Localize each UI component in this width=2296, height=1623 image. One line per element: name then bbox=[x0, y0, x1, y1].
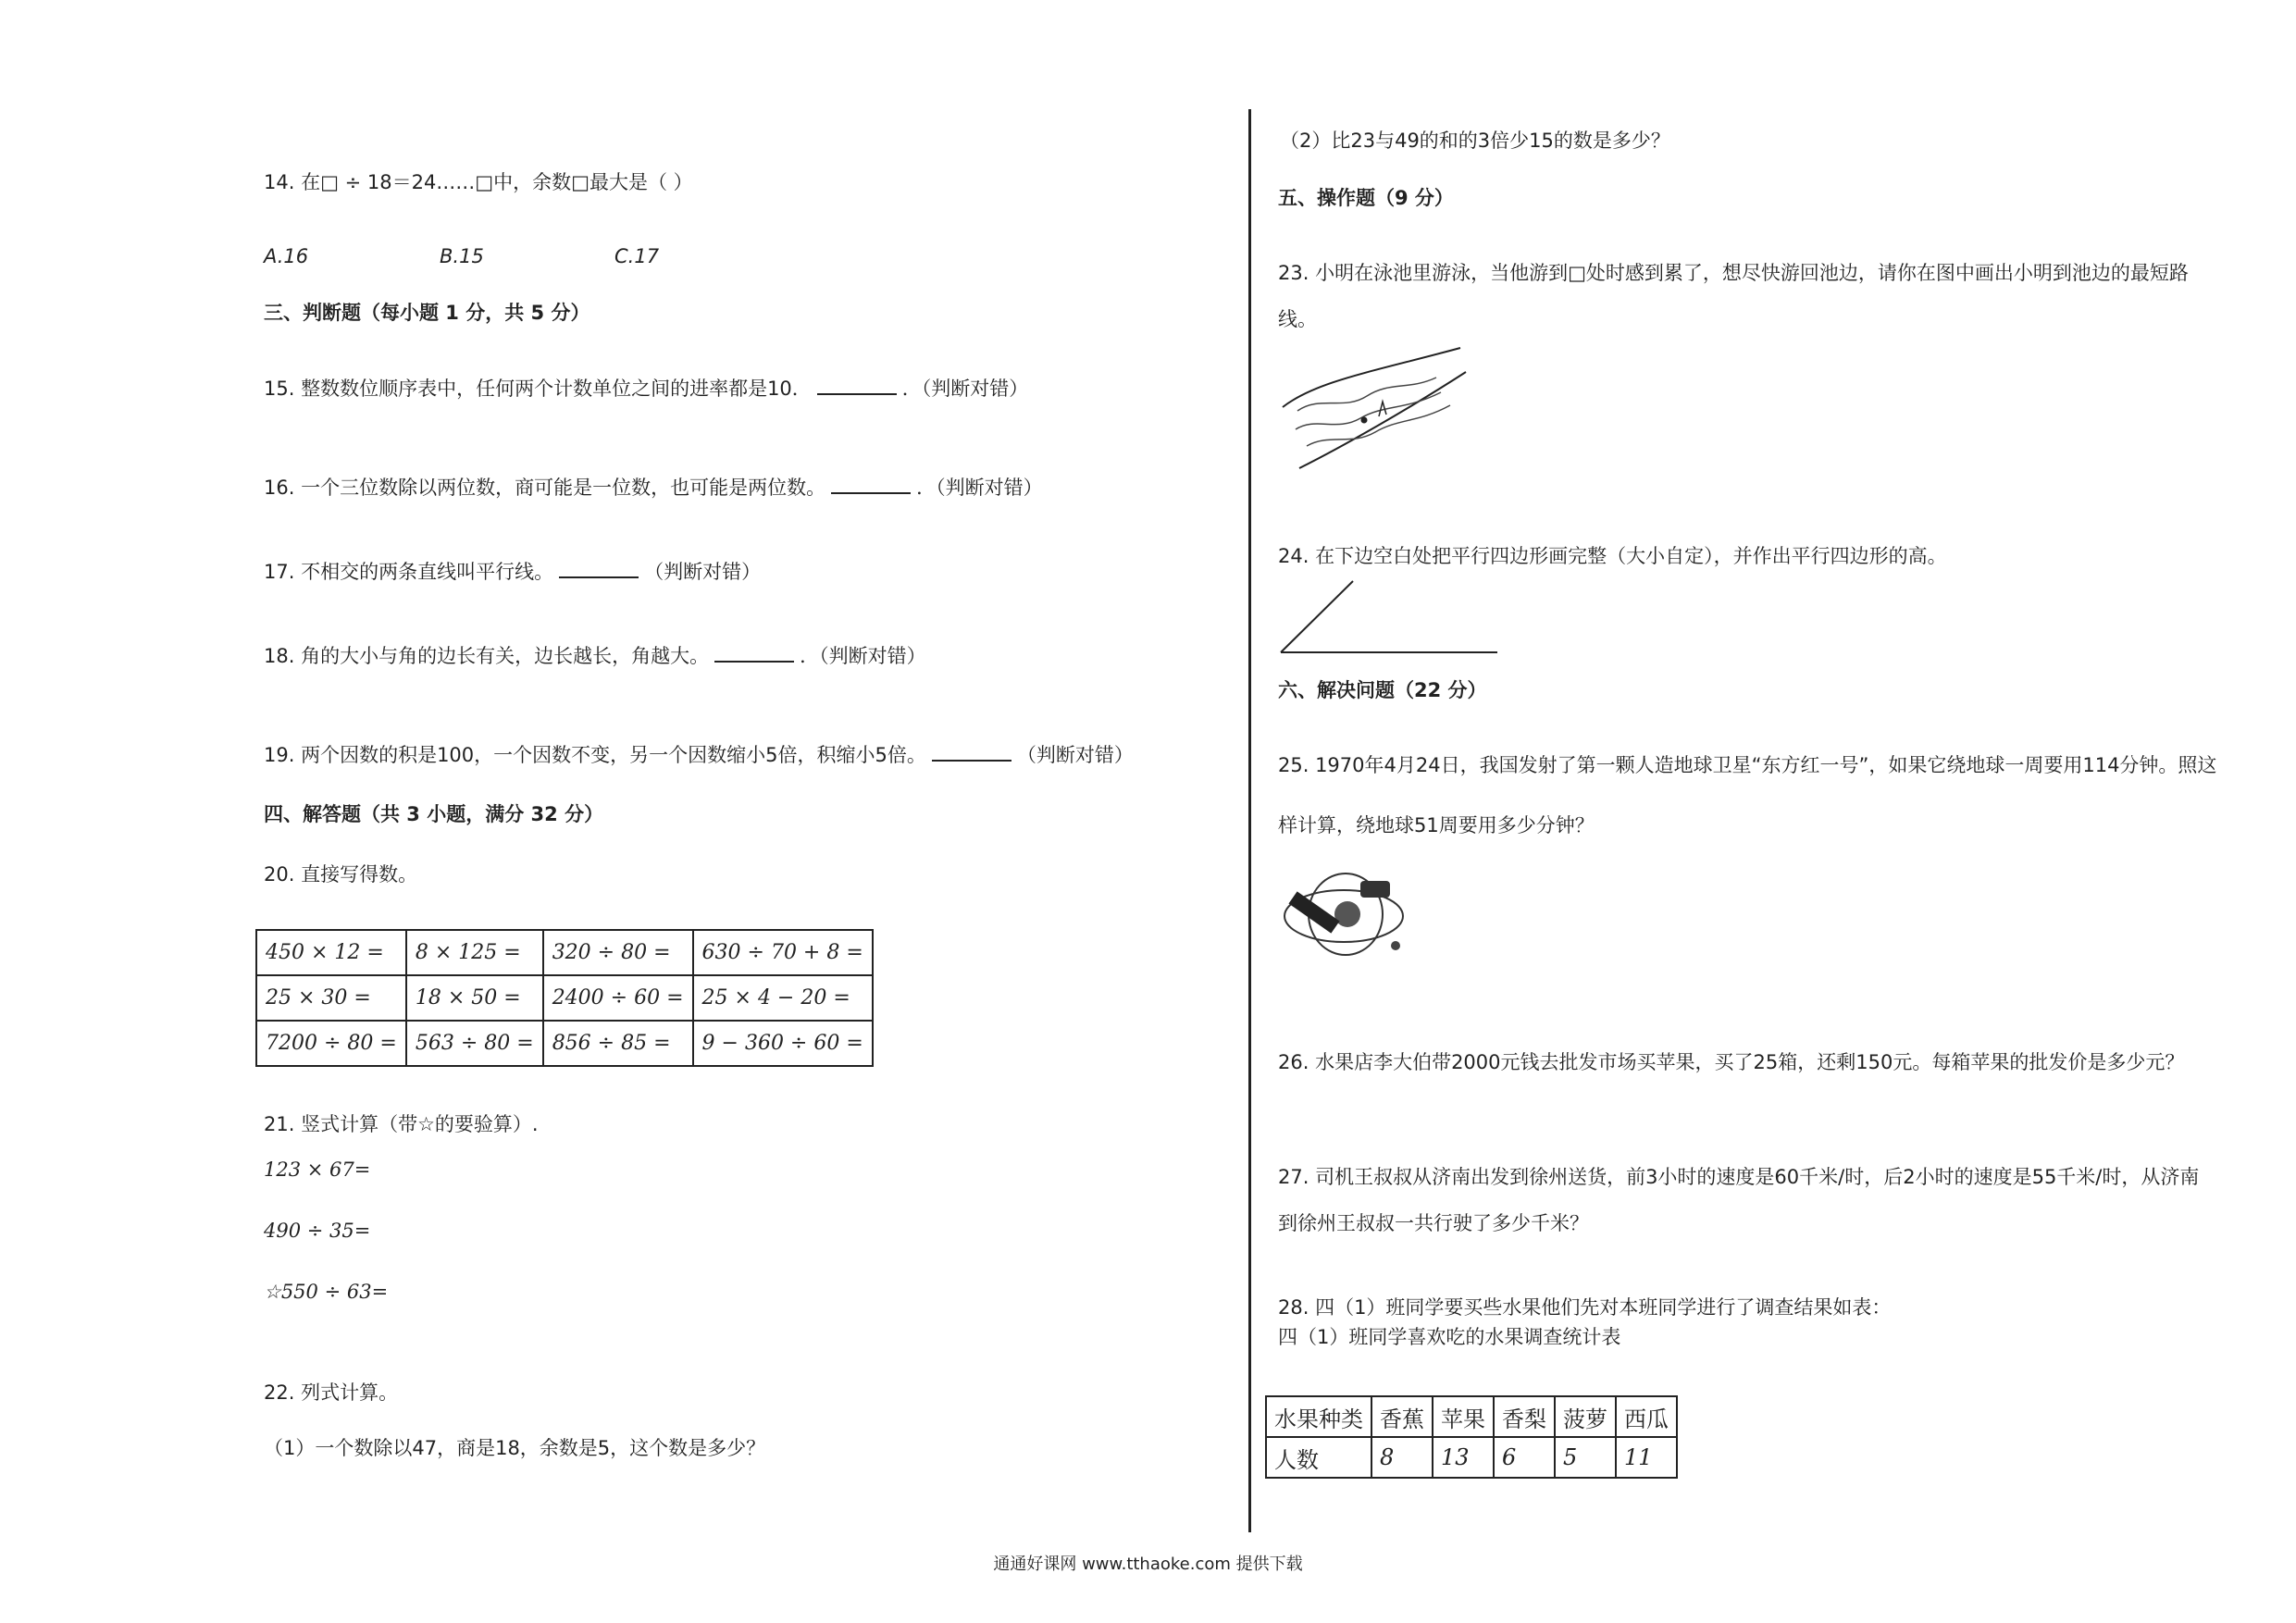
fruit-count-cell: 5 bbox=[1555, 1437, 1616, 1478]
calc-cell: 856 ÷ 85 = bbox=[543, 1021, 693, 1066]
q17-text: 17. 不相交的两条直线叫平行线。 bbox=[264, 561, 554, 583]
column-divider bbox=[1248, 109, 1251, 1532]
q17-suffix: （判断对错） bbox=[644, 561, 762, 583]
question-21: 21. 竖式计算（带☆的要验算）. bbox=[264, 1113, 539, 1135]
question-19 bbox=[264, 741, 1134, 769]
section-4-heading: 四、解答题（共 3 小题，满分 32 分） bbox=[264, 803, 604, 825]
q18-suffix: ．（判断对错） bbox=[800, 645, 926, 667]
q15-suffix: ．（判断对错） bbox=[901, 378, 1029, 400]
calc-cell: 8 × 125 = bbox=[406, 930, 543, 975]
section-3-heading: 三、判断题（每小题 1 分，共 5 分） bbox=[264, 302, 590, 324]
q19-text: 19. 两个因数的积是100，一个因数不变，另一个因数缩小5倍，积缩小5倍。 bbox=[264, 744, 926, 766]
table-row bbox=[256, 930, 873, 975]
question-20: 20. 直接写得数。 bbox=[264, 863, 418, 886]
question-18 bbox=[264, 642, 926, 670]
question-23-line-2: 线。 bbox=[1278, 308, 1317, 330]
q15-text: 15. 整数数位顺序表中，任何两个计数单位之间的进率都是10． bbox=[264, 378, 812, 400]
question-22: 22. 列式计算。 bbox=[264, 1381, 399, 1404]
mental-calc-table bbox=[255, 929, 874, 1067]
q14-option-a: A.16 bbox=[264, 245, 309, 267]
fruit-header-cell: 香蕉 bbox=[1371, 1396, 1433, 1437]
fruit-row-label: 人数 bbox=[1266, 1437, 1371, 1478]
satellite-image bbox=[1281, 862, 1410, 966]
q14-option-b: B.15 bbox=[440, 245, 484, 267]
fruit-survey-table bbox=[1265, 1395, 1678, 1479]
calc-cell: 563 ÷ 80 = bbox=[406, 1021, 543, 1066]
question-22-part-2: （2）比23与49的和的3倍少15的数是多少？ bbox=[1280, 130, 1670, 152]
fruit-count-cell: 8 bbox=[1371, 1437, 1433, 1478]
q18-blank[interactable] bbox=[714, 642, 794, 663]
fruit-header-cell: 西瓜 bbox=[1616, 1396, 1677, 1437]
table-row bbox=[1266, 1396, 1677, 1437]
calc-cell: 320 ÷ 80 = bbox=[543, 930, 693, 975]
fruit-count-cell: 13 bbox=[1433, 1437, 1494, 1478]
q16-text: 16. 一个三位数除以两位数，商可能是一位数，也可能是两位数。 bbox=[264, 477, 826, 499]
question-16 bbox=[264, 474, 1043, 502]
question-17 bbox=[264, 558, 761, 586]
calc-cell: 7200 ÷ 80 = bbox=[256, 1021, 406, 1066]
q21-item-3: ☆550 ÷ 63= bbox=[264, 1281, 389, 1303]
section-5-heading: 五、操作题（9 分） bbox=[1278, 187, 1454, 209]
question-28-line-1: 28. 四（1）班同学要买些水果他们先对本班同学进行了调查结果如表： bbox=[1278, 1296, 1892, 1319]
question-22-part-1: （1）一个数除以47，商是18，余数是5，这个数是多少？ bbox=[264, 1437, 766, 1459]
q16-suffix: ．（判断对错） bbox=[916, 477, 1043, 499]
question-27-line-2: 到徐州王叔叔一共行驶了多少千米？ bbox=[1278, 1212, 1589, 1234]
q19-suffix: （判断对错） bbox=[1016, 744, 1134, 766]
question-15 bbox=[264, 375, 1028, 403]
table-row bbox=[1266, 1437, 1677, 1478]
calc-cell: 25 × 30 = bbox=[256, 975, 406, 1021]
q21-item-2: 490 ÷ 35= bbox=[264, 1220, 371, 1242]
q15-blank[interactable] bbox=[817, 375, 897, 395]
q19-blank[interactable] bbox=[932, 741, 1011, 762]
question-24: 24. 在下边空白处把平行四边形画完整（大小自定），并作出平行四边形的高。 bbox=[1278, 545, 1947, 567]
q17-blank[interactable] bbox=[559, 558, 639, 578]
q16-blank[interactable] bbox=[831, 474, 911, 494]
xiaoming-point bbox=[1361, 417, 1368, 424]
fruit-count-cell: 11 bbox=[1616, 1437, 1677, 1478]
question-26: 26. 水果店李大伯带2000元钱去批发市场买苹果，买了25箱，还剩150元。每箱苹果的批发价是多少元？ bbox=[1278, 1051, 2185, 1073]
question-14: 14. 在□ ÷ 18＝24……□中，余数□最大是（ ） bbox=[264, 171, 693, 193]
question-27-line-1: 27. 司机王叔叔从济南出发到徐州送货，前3小时的速度是60千米/时，后2小时的速度是55千米/时，从济南 bbox=[1278, 1166, 2200, 1188]
calc-cell: 630 ÷ 70 + 8 = bbox=[693, 930, 873, 975]
q21-item-1: 123 × 67= bbox=[264, 1158, 371, 1181]
q14-option-c: C.17 bbox=[614, 245, 660, 267]
fruit-header-cell: 香梨 bbox=[1494, 1396, 1555, 1437]
table-row bbox=[256, 1021, 873, 1066]
calc-cell: 2400 ÷ 60 = bbox=[543, 975, 693, 1021]
pool-figure[interactable] bbox=[1279, 344, 1470, 472]
question-28-table-title: 四（1）班同学喜欢吃的水果调查统计表 bbox=[1278, 1326, 1621, 1348]
fruit-header-cell: 水果种类 bbox=[1266, 1396, 1371, 1437]
table-row bbox=[256, 975, 873, 1021]
parallelogram-angle-figure[interactable] bbox=[1277, 577, 1499, 655]
page-footer: 通通好课网 www.tthaoke.com 提供下载 bbox=[993, 1555, 1303, 1574]
fruit-header-cell: 菠萝 bbox=[1555, 1396, 1616, 1437]
section-6-heading: 六、解决问题（22 分） bbox=[1278, 679, 1487, 701]
question-23-line-1: 23. 小明在泳池里游泳，当他游到□处时感到累了，想尽快游回池边，请你在图中画出小明到池边的最短路 bbox=[1278, 262, 2189, 284]
q18-text: 18. 角的大小与角的边长有关，边长越长，角越大。 bbox=[264, 645, 710, 667]
fruit-count-cell: 6 bbox=[1494, 1437, 1555, 1478]
question-25-line-2: 样计算，绕地球51周要用多少分钟？ bbox=[1278, 814, 1595, 836]
calc-cell: 9 − 360 ÷ 60 = bbox=[693, 1021, 873, 1066]
calc-cell: 450 × 12 = bbox=[256, 930, 406, 975]
fruit-header-cell: 苹果 bbox=[1433, 1396, 1494, 1437]
calc-cell: 25 × 4 − 20 = bbox=[693, 975, 873, 1021]
question-25-line-1: 25. 1970年4月24日，我国发射了第一颗人造地球卫星“东方红一号”，如果它绕地球一周要用114分钟。照这 bbox=[1278, 754, 2217, 776]
calc-cell: 18 × 50 = bbox=[406, 975, 543, 1021]
